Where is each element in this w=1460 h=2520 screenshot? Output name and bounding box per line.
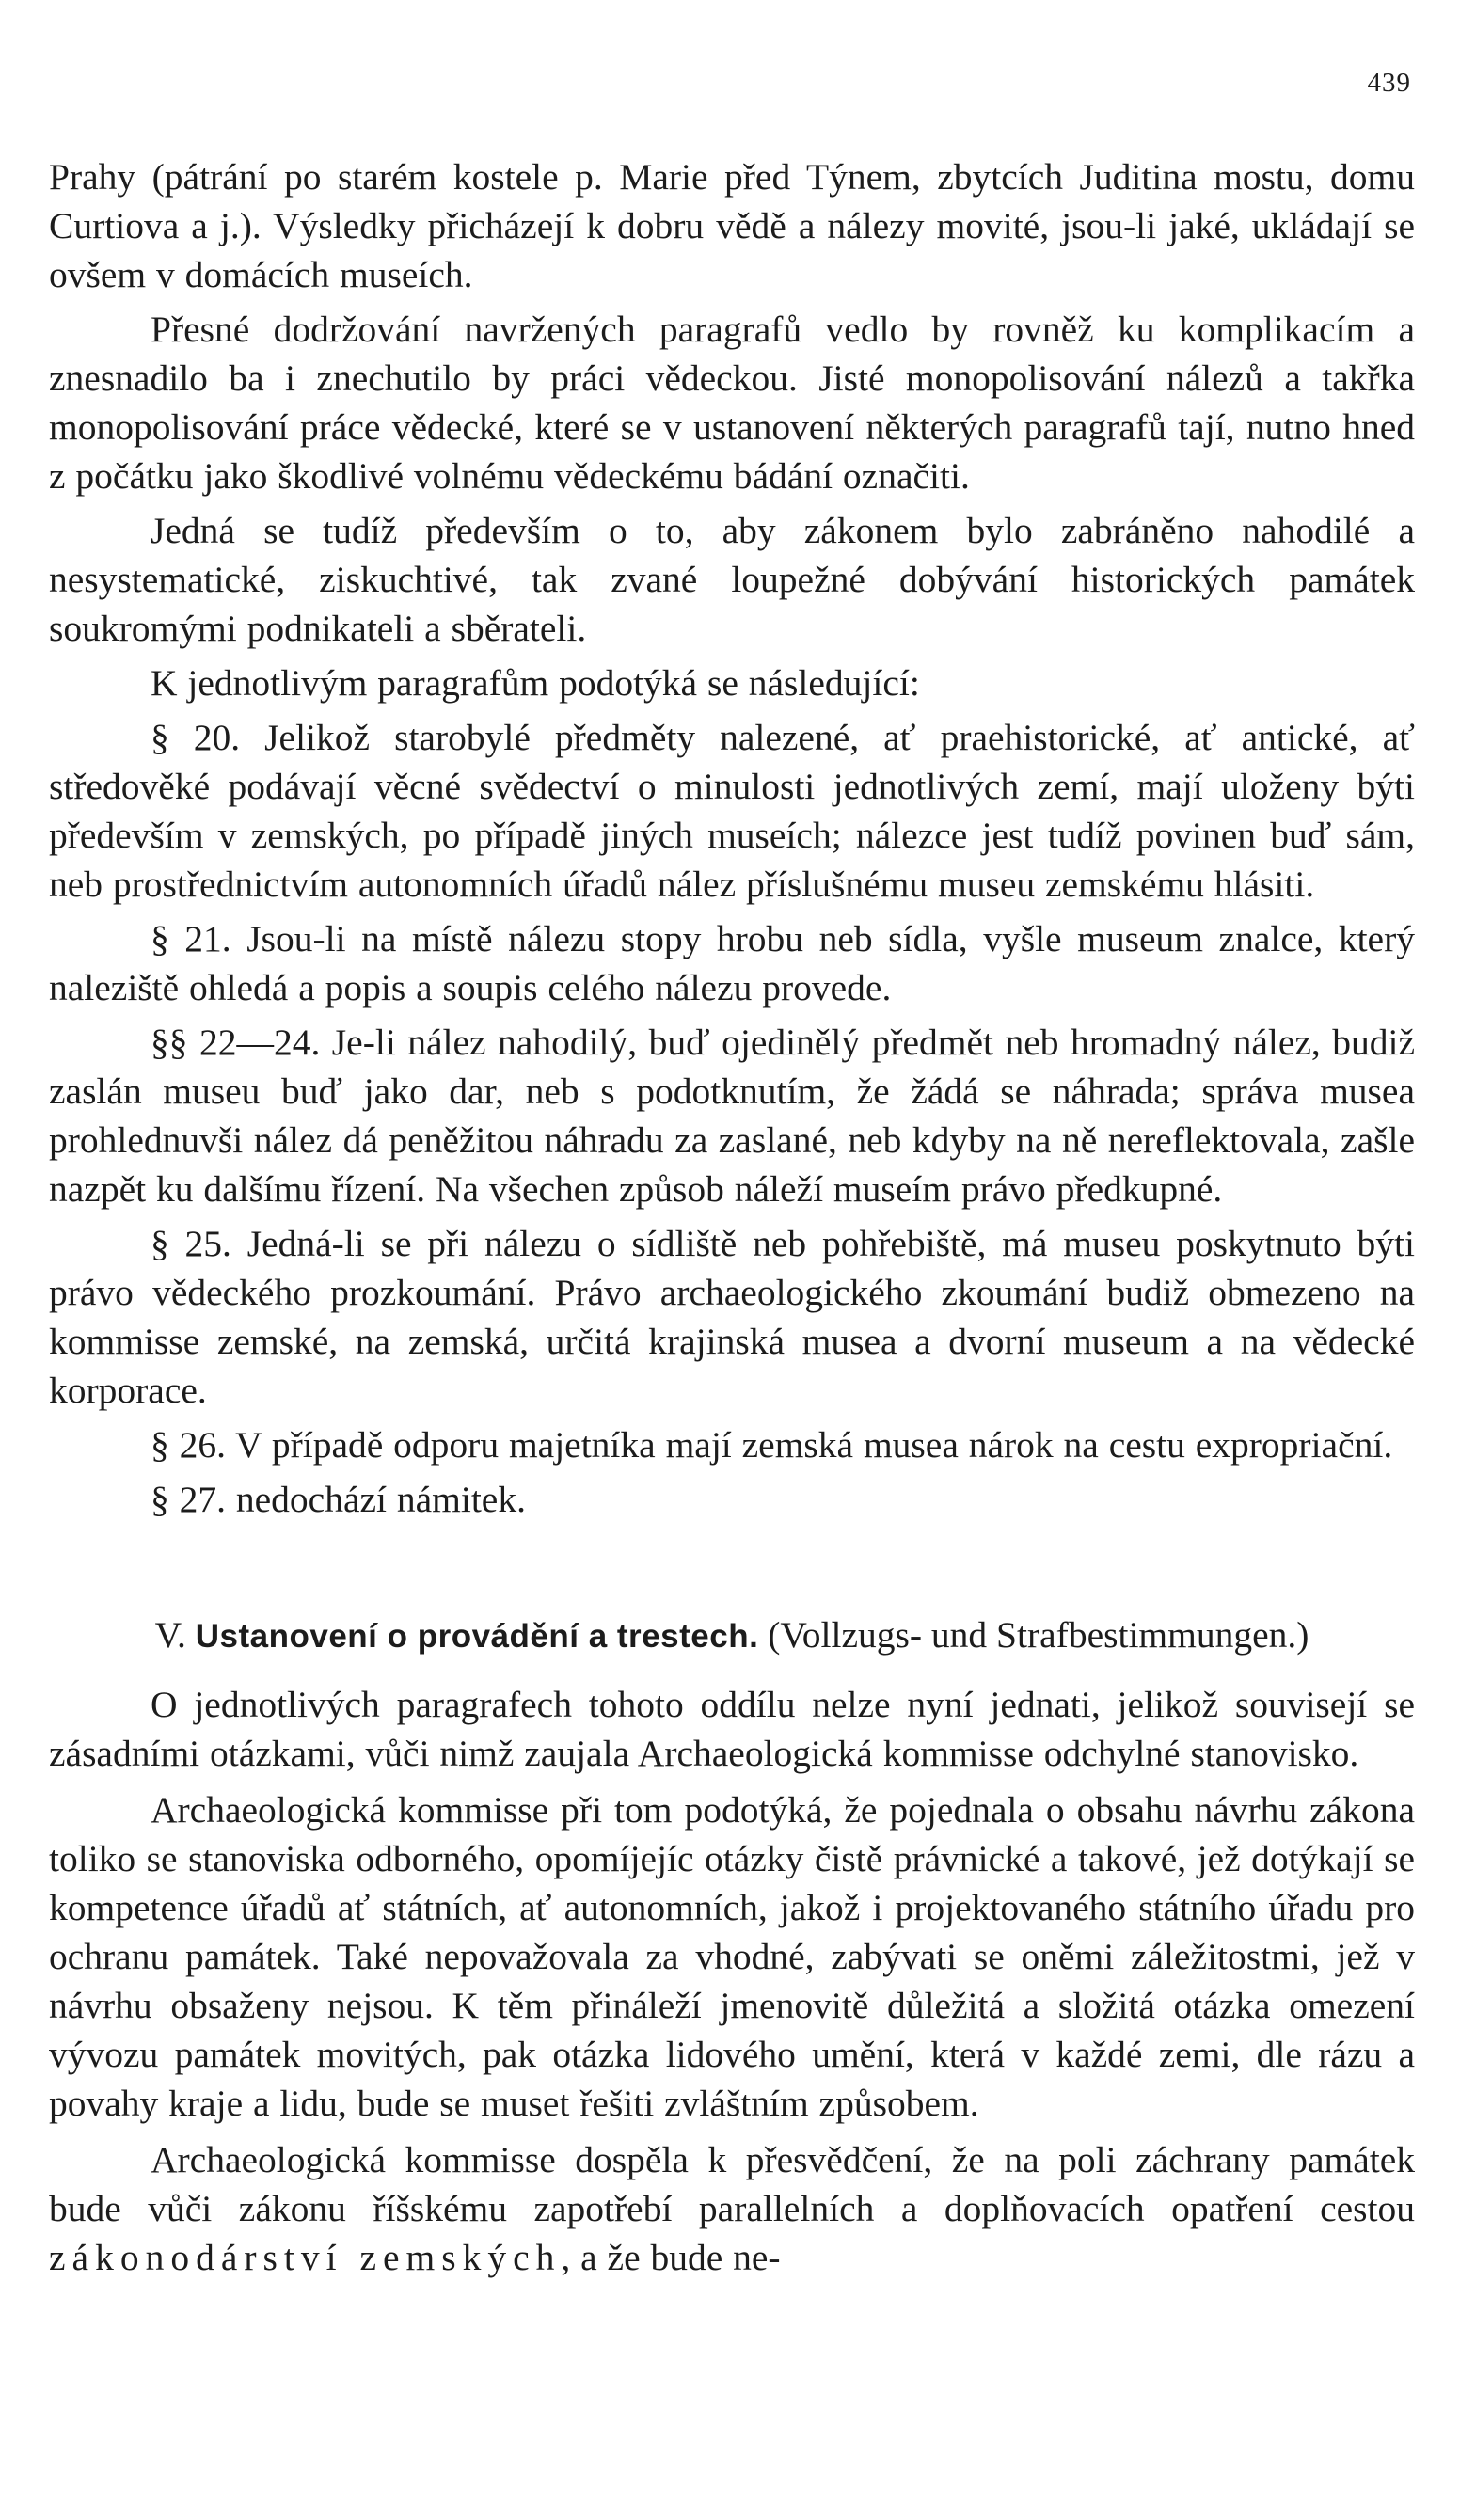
heading-german: (Vollzugs- und Strafbestimmungen.)	[768, 1614, 1309, 1656]
section-26: § 26. V případě odporu majetníka mají zemská musea nárok na cestu expropriační.	[151, 1424, 1393, 1466]
section-21: § 21. Jsou-li na místě nálezu stopy hrobu neb sídla, vyšle museum znalce, který naleziště ohledá a popis a soupis celého nálezu provede.	[49, 918, 1415, 1008]
paragraph-v-2: Archaeologická kommisse při tom podotýká, že pojednala o obsahu návrhu zákona toliko se stanoviska odborného, opomíjejíc otázky čistě právnické a takové, jež dotýkají se kompetence úřadů ať státních, ať autonomních, jakož i projektovaného státního úřadu pro ochranu památek. Také nepovažovala za vhodné, zabývati se oněmi záležitostmi, jež v návrhu obsaženy nejsou. K těm přináleží jmenovitě důležitá a složitá otázka omezení vývozu památek movitých, pak otázka lidového umění, která v každé zemi, dle rázu a povahy kraje a lidu, bude se muset řešiti zvláštním způsobem.	[49, 1789, 1415, 2124]
heading-title: Ustanovení o provádění a trestech.	[195, 1618, 759, 1655]
section-22-24: §§ 22—24. Je-li nález nahodilý, buď ojedinělý předmět neb hromadný nález, budiž zaslán museu buď jako dar, neb s podotknutím, že žádá se náhrada; správa musea prohlednuvši nález dá peněžitou náhradu za zaslané, neb kdyby na ně nereflektovala, zašle nazpět ku dalšímu řízení. Na všechen způsob náleží museím právo předkupné.	[49, 1022, 1415, 1210]
section-heading	[49, 1610, 1415, 1661]
spaced-emphasis: zákonodárství zemských	[49, 2237, 562, 2278]
section-27: § 27. nedochází námitek.	[151, 1479, 526, 1520]
paragraph-v-3-end: , a že bude ne-	[561, 2237, 781, 2278]
body-text	[49, 152, 1415, 2290]
page-number: 439	[1367, 68, 1411, 98]
paragraph-v-3	[49, 2135, 1415, 2282]
heading-numeral: V.	[154, 1614, 186, 1656]
paragraph-v-3-start: Archaeologická kommisse dospěla k přesvědčení, že na poli záchrany památek bude vůči zákonu říšskému zapotřebí parallelních a doplňovacích opatření cestou	[49, 2139, 1415, 2229]
paragraph-2: Přesné dodržování navržených paragrafů vedlo by rovněž ku komplikacím a znesnadilo ba i znechutilo by práci vědeckou. Jisté monopolisování nálezů a takřka monopolisování práce vědecké, které se v ustanovení některých paragrafů tají, nutno hned z počátku jako škodlivé volnému vědeckému bádání označiti.	[49, 309, 1415, 497]
section-25: § 25. Jedná-li se při nálezu o sídliště neb pohřebiště, má museu poskytnuto býti právo vědeckého prozkoumání. Právo archaeologického zkoumání budiž obmezeno na kommisse zemské, na zemská, určitá krajinská musea a dvorní museum a na vědecké korporace.	[49, 1223, 1415, 1411]
paragraph-3: Jedná se tudíž především o to, aby zákonem bylo zabráněno nahodilé a nesystematické, ziskuchtivé, tak zvané loupežné dobývání historických památek soukromými podnikateli a sběrateli.	[49, 510, 1415, 649]
section-20: § 20. Jelikož starobylé předměty nalezené, ať praehistorické, ať antické, ať středověké podávají věcné svědectví o minulosti jednotlivých zemí, mají uloženy býti především v zemských, po případě jiných museích; nálezce jest tudíž povinen buď sám, neb prostřednictvím autonomních úřadů nález příslušnému museu zemskému hlásiti.	[49, 717, 1415, 905]
paragraph-4: K jednotlivým paragrafům podotýká se následující:	[151, 662, 920, 704]
section-v-body	[49, 1680, 1415, 2282]
paragraph-1: Prahy (pátrání po starém kostele p. Marie před Týnem, zbytcích Juditina mostu, domu Curtiova a j.). Výsledky přicházejí k dobru vědě a nálezy movité, jsou-li jaké, ukládají se ovšem v domácích museích.	[49, 156, 1415, 295]
paragraph-v-1: O jednotlivých paragrafech tohoto oddílu nelze nyní jednati, jelikož souvisejí se zásadními otázkami, vůči nimž zaujala Archaeologická kommisse odchylné stanovisko.	[49, 1684, 1415, 1774]
